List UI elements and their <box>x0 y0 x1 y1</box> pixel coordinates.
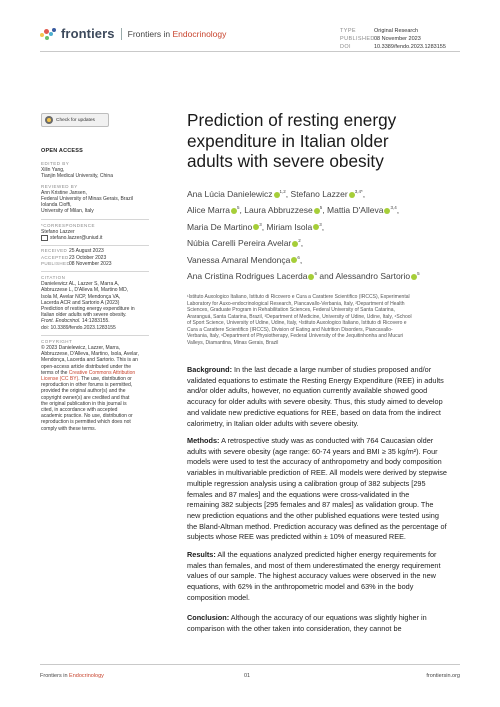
meta-doi: DOI 10.3389/fendo.2023.1283155 <box>340 44 446 51</box>
header-rule <box>40 51 460 52</box>
sidebar-info: EDITED BY Xilin Yang, Tianjin Medical University, China REVIEWED BY Ann Kristine Jansen, Federal University of Minas Gerais, Brazil Iolanda Cioffi, University of Milan, Italy *CORRESPONDENCE Stefano Lazzer stefano.lazzer@uniud.it RECEIVED 25 August 2023 ACCEPTED23 October 2023 PUBLISHED08 November 2023 CITATION Danielewicz AL, Lazzer S, Marra A, Abbruzzese L, D'Alleva M, Martino MD, Isola M, Avelar NCP, Mendonça VA, Lacerda ACR and Sartorio A (2023) Prediction of resting energy expenditure in Italian older adults with severe obesity. Front. Endocrinol. 14:1283155. doi: 10.3389/fendo.2023.1283155 COPYRIGHT © 2023 Danielewicz, Lazzer, Marra, Abbruzzese, D'Alleva, Martino, Isola, Avelar, Mendonça, Lacerda and Sartorio. This is an open-access article distributed under the terms of the Creative Commons Attribution License (CC BY). The use, distribution or reproduction in other forums is permitted, provided the original author(s) and the copyright owner(s) are credited and that the original publication in this journal is cited, in accordance with accepted academic practice. No use, distribution or reproduction is permitted which does not comply with these terms. <box>41 158 149 432</box>
page-number: 01 <box>244 673 251 679</box>
author-name: Alessandro Sartorio <box>335 270 411 281</box>
author-name: Vanessa Amaral Mendonça <box>187 254 291 265</box>
correspondence-label: *CORRESPONDENCE <box>41 222 96 228</box>
brand-name: frontiers <box>61 26 115 41</box>
frontiers-logo <box>40 26 226 41</box>
footer-site-link[interactable]: frontiersin.org <box>426 673 460 679</box>
journal-name[interactable]: Frontiers in Endocrinology <box>127 28 227 39</box>
author-list: Ana Lúcia Danielewicz $^{1,2}$, Stefano Lazzer $^{3,4*}$, Alice Marra $^5$, Laura Abbruzzese $^5$, Mattia D'Alleva $^{3,4}$, Maria De Martino $^3$, Miriam Isola $^3$, Núbia Carelli Pereira Avelar $^2$, Vanessa Amaral Mendonça $^6$, Ana Cristina Rodrigues Lacerda $^6$ and Alessandro Sartorio $^5$ <box>187 188 420 281</box>
meta-type: TYPE Original Research <box>340 28 419 34</box>
check-updates-icon <box>45 116 53 124</box>
correspondence-email-link[interactable]: stefano.lazzer@uniud.it <box>50 235 103 242</box>
footer-rule <box>40 664 460 665</box>
open-access-label: OPEN ACCESS <box>41 148 84 154</box>
author-name: Mattia D'Alleva <box>327 205 384 216</box>
author-name: Alice Marra <box>187 205 230 216</box>
reviewed-by-label: REVIEWED BY <box>41 183 78 189</box>
affiliations: ¹Istituto Auxologico Italiano, Istituto di Ricovero e Cura a Carattere Scientifico (IRCCS), Experimental Laboratory for Auxo-endocrinological Research, Piancavallo-Verbania, Italy, ²Department of Health Sciences, Graduate Program in Rehabilitation Sciences, Federal University of Santa Catarina, Araranguá, Santa Catarina, Brazil, ³Department of Medicine, University of Udine, Udine, Italy, ⁴School of Sport Science, University of Udine, Udine, Italy, ⁵Istituto Auxologico Italiano, Istituto di Ricovero e Cura a Carattere Scientifico (IRCCS), Division of Eating and Nutrition Disorders, Piancavallo- Verbania, Italy, ⁶Department of Physiotherapy, Federal University of the Jequitinhonha and Mucuri Valleys, Diamantina, Minas Gerais, Brazil <box>187 294 412 346</box>
email-icon <box>41 235 48 241</box>
frontiers-logo-icon <box>40 27 58 41</box>
license-link-cont[interactable]: License (CC BY) <box>41 375 79 382</box>
author-name: Stefano Lazzer <box>290 188 348 199</box>
author-name: Laura Abbruzzese <box>244 205 313 216</box>
author-name: Maria De Martino <box>187 221 253 232</box>
abstract-methods: Methods: A retrospective study was as conducted with 764 Caucasian older adults with severe obesity (age range: 60-74 years and BMI ≥ 35 kg/m²). Four models were used to test the accuracy of anthropometry and body composition variables in multivariable prediction of REE. All models were derived by stepwise multiple regression analysis using a calibration group of 382 subjects [295 females and 87 males] and the equations were cross-validated in the remaining 382 subjects [295 females and 87 males] as validation group. The new prediction equations and the other published equations were tested using the Bland-Altman method. Prediction accuracy was defined as the percentage of subjects whose REE was predicted within ± 10% of measured REE. <box>187 436 447 542</box>
copyright-label: COPYRIGHT <box>41 338 73 344</box>
copyright-text: © 2023 Danielewicz, Lazzer, Marra, Abbruzzese, D'Alleva, Martino, Isola, Avelar, Mendonça, Lacerda and Sartorio. This is an open-access article distributed under the terms of the Creative Commons Attribution License (CC BY). The use, distribution or reproduction in other forums is permitted, provided the original author(s) and the copyright owner(s) are credited and that the original publication in this journal is cited, in accordance with accepted academic practice. No use, distribution or reproduction is permitted which does not comply with these terms. <box>41 344 139 432</box>
citation-text: Danielewicz AL, Lazzer S, Marra A, Abbruzzese L, D'Alleva M, Martino MD, Isola M, Avelar NCP, Mendonça VA, Lacerda ACR and Sartorio A (2023) Prediction of resting energy expenditure in Italian older adults with severe obesity. Front. Endocrinol. 14:1283155. doi: 10.3389/fendo.2023.1283155 <box>41 281 135 331</box>
footer-journal: Frontiers in Endocrinology <box>40 673 104 679</box>
author-name: Núbia Carelli Pereira Avelar <box>187 238 292 249</box>
abstract-conclusion: Conclusion: Although the accuracy of our equations was slightly higher in comparison with the other taken into consideration, they cannot be <box>187 613 427 633</box>
edited-by-label: EDITED BY <box>41 161 70 166</box>
author-name: Ana Lúcia Danielewicz <box>187 188 273 199</box>
author-name: Ana Cristina Rodrigues Lacerda <box>187 270 308 281</box>
logo-divider <box>121 28 122 40</box>
dates-table: RECEIVED 25 August 2023 ACCEPTED23 October 2023 PUBLISHED08 November 2023 <box>41 248 112 267</box>
article-meta <box>340 27 460 52</box>
meta-published: PUBLISHED08 November 2023 <box>340 36 421 43</box>
license-link[interactable]: Creative Commons Attribution <box>68 369 136 376</box>
author-name: Miriam Isola <box>266 221 313 232</box>
abstract-results: Results: All the equations analyzed predicted higher energy requirements for males than females, and most of them underestimated the energy requirement values of our sample. The highest accuracy values were observed in the new equations, with 62% in the anthropometric model and 63% in the body composition model. <box>187 550 441 602</box>
article-title: Prediction of resting energy expenditure in Italian older adults with severe obesity <box>187 110 397 171</box>
citation-label: CITATION <box>41 274 66 280</box>
abstract-background: Background: In the last decade a large number of studies proposed and/or validated equations to estimate the Resting Energy Expenditure (REE) in adults and/or older adults, however, no equation currently available showed good accuracy for older adults with severe obesity. Thus, this study aimed to develop and validate new predictive equations for REE, based on data from the indirect calorimetry, in Italian older adults with severe obesity. <box>187 365 444 428</box>
check-for-updates-button[interactable]: Check for updates <box>41 113 109 127</box>
